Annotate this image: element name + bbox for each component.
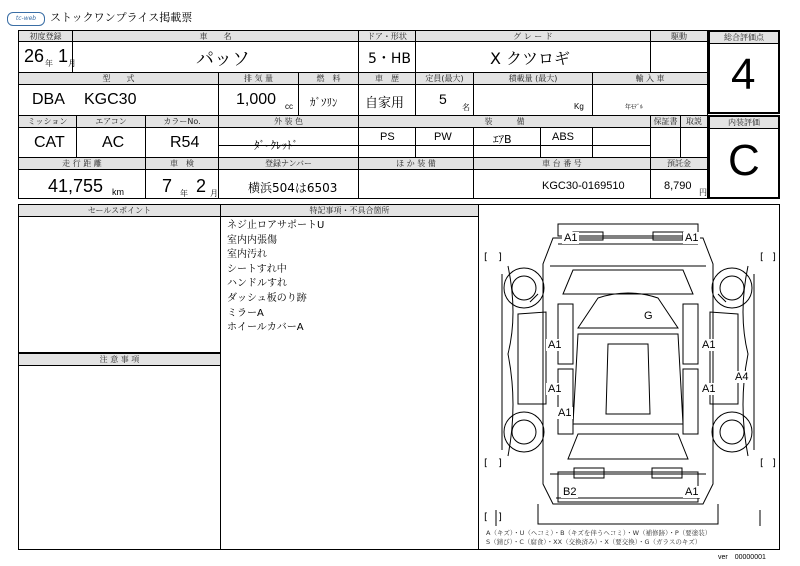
first-reg-month-unit: 月 <box>68 59 76 68</box>
note-item: ネジ止ロアサポートU <box>227 220 325 231</box>
svg-text:]: ] <box>772 458 776 469</box>
page-title: ストックワンプライス掲載票 <box>50 11 193 24</box>
header-plate: 登録ナンバー <box>219 158 358 169</box>
overall-grade-value: 4 <box>731 50 756 99</box>
plate-value: 横浜504は6503 <box>248 181 338 195</box>
svg-text:]: ] <box>772 252 776 263</box>
deposit-value: 8,790 <box>664 180 692 192</box>
header-drive: 駆動 <box>651 31 707 41</box>
legend-line: S（錆び）・C（腐食）・XX（交換済み）・X（要交換）・G（ガラスのキズ） <box>486 538 702 546</box>
damage-mark: A1 <box>685 486 699 498</box>
header-caution: 注 意 事 項 <box>19 354 220 365</box>
damage-mark: A1 <box>548 339 562 351</box>
header-fuel: 燃 料 <box>299 73 358 84</box>
damage-mark: A4 <box>735 371 749 383</box>
header-notes: 特記事項・不具合箇所 <box>221 205 478 216</box>
damage-mark: A1 <box>702 339 716 351</box>
note-item: シートすれ中 <box>227 263 287 275</box>
model-value: KGC30 <box>84 91 137 108</box>
aircon-value: AC <box>102 134 125 151</box>
legend-line: A（キズ）・U（ヘコミ）・B（キズを伴うヘコミ）・W（補修跡）・P（要塗装） <box>486 529 712 537</box>
svg-text:]: ] <box>498 458 502 469</box>
damage-mark: A1 <box>702 383 716 395</box>
first-reg-year: 26 <box>24 46 45 66</box>
header-mileage: 走 行 距 離 <box>19 158 145 169</box>
header-color-no: カラーNo. <box>146 116 218 127</box>
model-prefix: DBA <box>32 91 65 108</box>
equipment-item: ABS <box>552 131 575 143</box>
deposit-unit: 円 <box>699 188 707 197</box>
header-history: 車 歴 <box>359 73 415 84</box>
first-reg-year-unit: 年 <box>45 59 53 68</box>
damage-mark: G <box>644 310 653 322</box>
equipment-item: ｴｱB <box>493 133 512 146</box>
header-warranty: 保証書 <box>651 116 680 127</box>
history-value: 自家用 <box>365 96 405 111</box>
svg-text:[: [ <box>484 512 488 523</box>
notes-list <box>227 219 324 336</box>
logo-text: tc-web <box>15 15 37 22</box>
header-aircon: エアコン <box>77 116 145 127</box>
caution-panel <box>18 353 221 550</box>
header-mission: ミッション <box>19 116 76 127</box>
header-displacement: 排 気 量 <box>219 73 298 84</box>
svg-text:[: [ <box>484 252 488 263</box>
brand-logo <box>7 12 45 26</box>
mileage-unit: km <box>112 187 124 197</box>
inspection-month: 2 <box>196 176 207 196</box>
interior-grade-value: C <box>728 136 760 185</box>
sales-point-panel <box>18 204 221 353</box>
header-model: 型 式 <box>19 73 218 84</box>
damage-mark: A1 <box>685 232 699 244</box>
displacement-value: 1,000 <box>236 91 277 108</box>
header-first-reg: 初度登録 <box>19 31 72 41</box>
header-overall-grade: 総合評価点 <box>710 32 778 43</box>
note-item: ホイールカバーA <box>227 322 304 334</box>
header-chassis-no: 車 台 番 号 <box>474 158 650 169</box>
door-shape: 5・HB <box>368 51 412 67</box>
exterior-color-value: ﾀﾞｰｸﾚｯﾄﾞ <box>254 139 298 152</box>
damage-mark: A1 <box>558 407 572 419</box>
car-name: パッソ <box>196 49 250 70</box>
header-capacity: 定員(最大) <box>416 73 473 84</box>
header-door-shape: ドア・形状 <box>359 31 415 41</box>
header-manual: 取説 <box>681 116 707 127</box>
header-interior-grade: 内装評価 <box>710 117 778 128</box>
svg-text:[: [ <box>484 458 488 469</box>
mission-value: CAT <box>34 134 65 151</box>
note-item: 室内内張傷 <box>227 234 277 246</box>
header-load: 積載量 (最大) <box>474 73 592 84</box>
damage-mark: A1 <box>548 383 562 395</box>
model-year-label: 年ﾓﾃﾞﾙ <box>625 105 644 111</box>
fuel-value: ｶﾞｿﾘﾝ <box>310 96 338 109</box>
header-inspection: 車 検 <box>146 158 218 169</box>
note-item: ダッシュ板のり跡 <box>227 292 307 304</box>
equipment-item: PS <box>380 131 395 143</box>
svg-text:]: ] <box>498 252 502 263</box>
displacement-unit: cc <box>285 102 293 111</box>
equipment-item: PW <box>434 131 452 143</box>
first-reg-month: 1 <box>58 46 69 66</box>
svg-text:[: [ <box>760 252 764 263</box>
header-deposit: 預託金 <box>651 158 707 169</box>
inspection-year: 7 <box>162 176 173 196</box>
note-item: ミラーA <box>227 307 264 319</box>
mileage-value: 41,755 <box>48 176 104 196</box>
capacity-value: 5 <box>439 91 447 107</box>
header-import: 輸 入 車 <box>593 73 707 84</box>
inspection-month-unit: 月 <box>210 189 218 198</box>
damage-legend <box>486 529 711 547</box>
inspection-year-unit: 年 <box>180 189 188 198</box>
capacity-unit: 名 <box>462 103 470 112</box>
damage-mark: A1 <box>564 232 578 244</box>
damage-mark: B2 <box>563 486 577 498</box>
header-grade: グ レ ー ド <box>416 31 650 41</box>
header-exterior-color: 外 装 色 <box>219 116 358 127</box>
note-item: ハンドルすれ <box>227 278 287 290</box>
svg-text:[: [ <box>760 458 764 469</box>
version-label: ver 00000001 <box>718 554 766 561</box>
grade-value: X クツロギ <box>490 49 571 68</box>
note-item: 室内汚れ <box>227 249 267 261</box>
header-other-equipment: ほ か 装 備 <box>359 158 473 169</box>
header-equipment: 装 備 <box>359 116 650 127</box>
load-unit: Kg <box>574 102 584 111</box>
svg-text:]: ] <box>498 512 502 523</box>
chassis-no-value: KGC30-0169510 <box>542 180 625 192</box>
color-no-value: R54 <box>170 134 200 151</box>
header-sales-point: セールスポイント <box>19 205 220 216</box>
header-car-name: 車 名 <box>73 31 358 41</box>
